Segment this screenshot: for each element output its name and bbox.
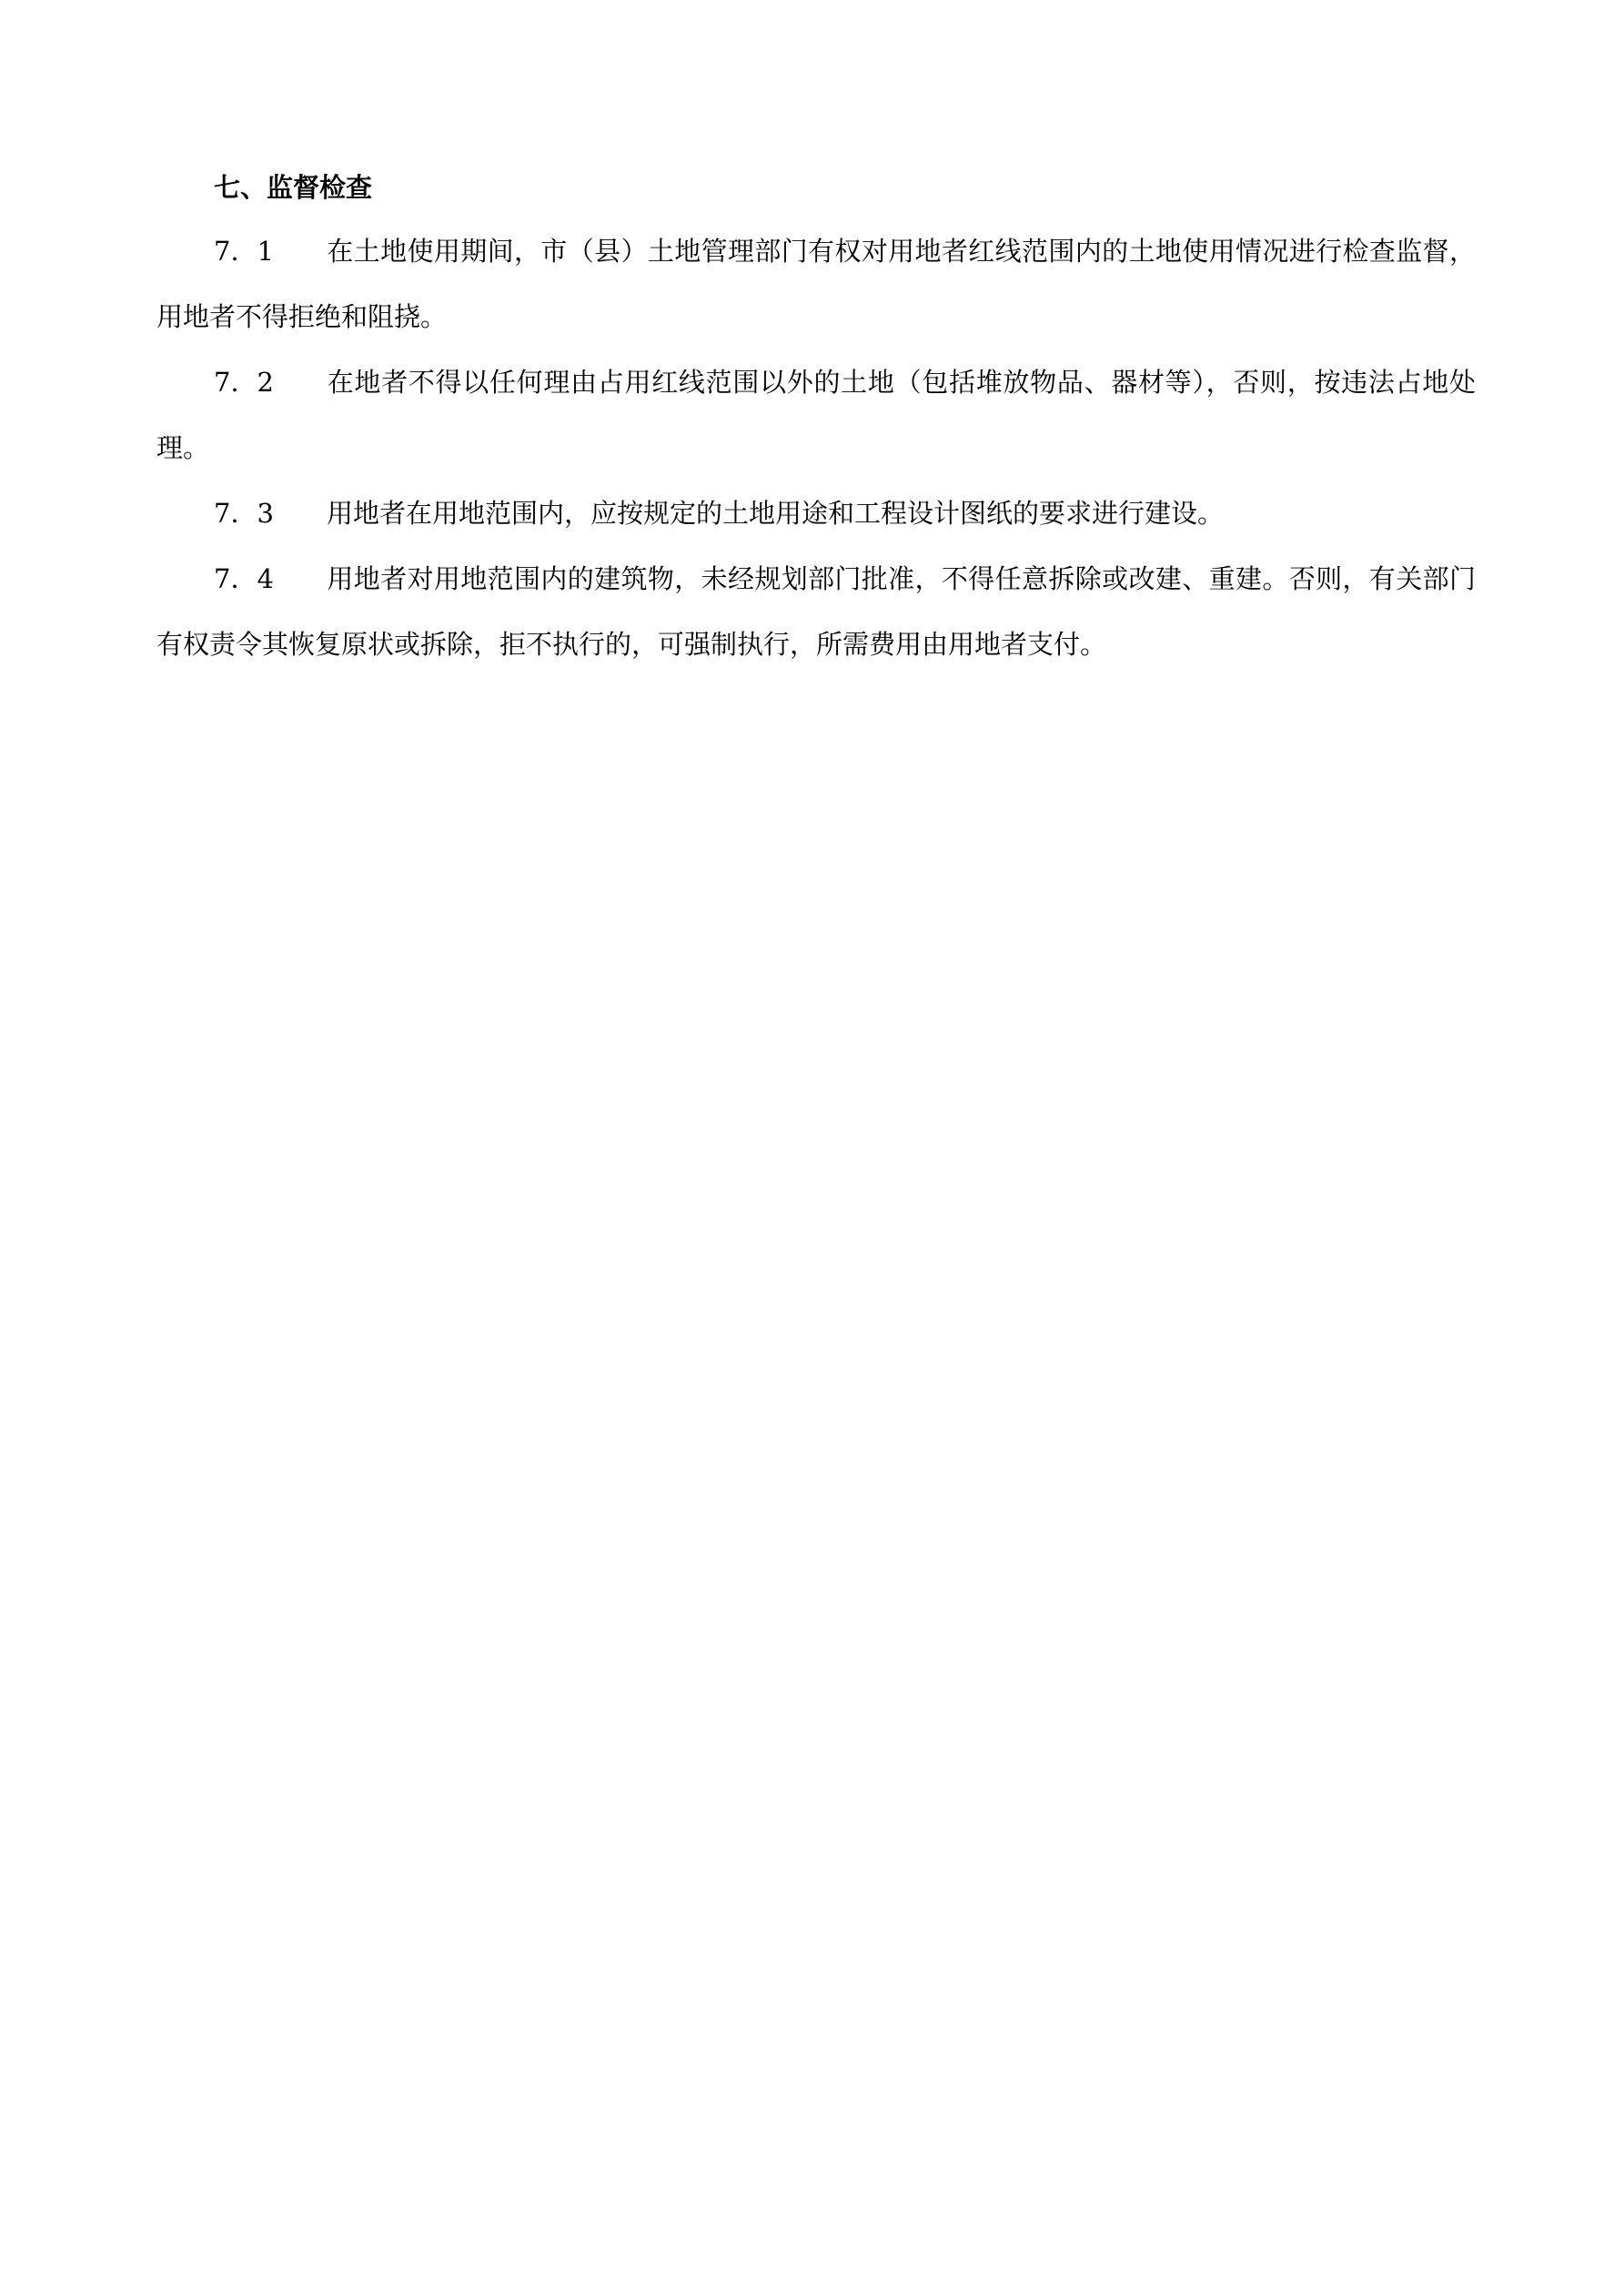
clause-7-3 (156, 480, 1476, 546)
clause-number: 7．4 (214, 563, 274, 594)
clause-7-2 (156, 349, 1476, 480)
clause-number: 7．3 (214, 498, 274, 529)
clause-text: 用地者在用地范围内，应按规定的土地用途和工程设计图纸的要求进行建设。 (327, 498, 1225, 529)
clause-text: 用地者对用地范围内的建筑物，未经规划部门批准，不得任意拆除或改建、重建。否则，有关部门有权责令其恢复原状或拆除，拒不执行的，可强制执行，所需费用由用地者支付。 (156, 563, 1476, 660)
clause-number: 7．2 (214, 367, 274, 398)
section-heading: 七、监督检查 (214, 172, 373, 203)
clause-text: 在地者不得以任何理由占用红线范围以外的土地（包括堆放物品、器材等），否则，按违法占地处理。 (156, 367, 1476, 463)
clause-text: 在土地使用期间，市（县）土地管理部门有权对用地者红线范围内的土地使用情况进行检查监督，用地者不得拒绝和阻挠。 (156, 236, 1476, 332)
clause-7-1 (156, 218, 1476, 349)
clause-7-4 (156, 546, 1476, 677)
clause-number: 7．1 (214, 236, 274, 267)
document-page (156, 164, 1476, 677)
